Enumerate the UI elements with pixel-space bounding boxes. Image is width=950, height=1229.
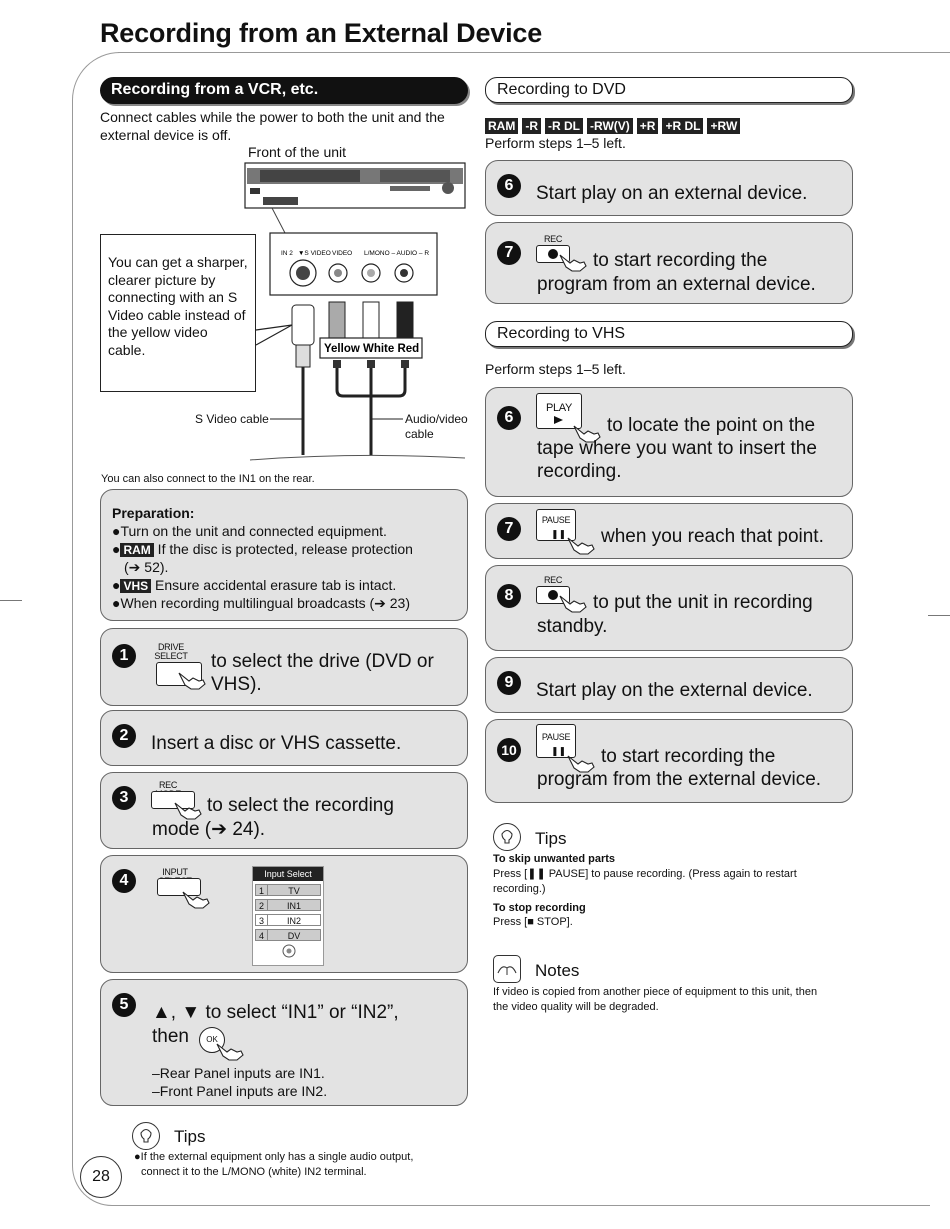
step-text: VHS).	[211, 674, 262, 695]
input-select-row: 4 DV	[255, 929, 321, 941]
prep-item-cont: (➔ 52).	[124, 559, 169, 575]
pointing-hand-icon	[558, 592, 588, 614]
ok-dial-icon	[281, 944, 299, 958]
tips-label: Tips	[535, 829, 567, 848]
step-text: to select the drive (DVD or	[211, 651, 434, 672]
panel-label-in2: IN 2	[281, 250, 293, 257]
tip-body: Press [■ STOP].	[493, 916, 573, 928]
pause-icon: ❚❚	[551, 746, 567, 756]
panel-label-svideo: ▼S VIDEO	[298, 250, 331, 257]
step-note: –Rear Panel inputs are IN1.	[152, 1065, 325, 1081]
step-text: mode (➔ 24).	[152, 819, 266, 840]
input-select-label: INPUT	[162, 867, 188, 877]
input-select-row: 1 TV	[255, 884, 321, 896]
step-number: 4	[112, 869, 136, 893]
section-heading-vhs: Recording to VHS	[485, 321, 853, 347]
pause-icon: ❚❚	[551, 529, 567, 539]
rec-label: REC	[543, 575, 563, 585]
svideo-plug	[292, 305, 314, 455]
step-text: to locate the point on the	[607, 415, 816, 436]
left-step-2	[100, 710, 468, 766]
pointing-hand-icon	[558, 251, 588, 273]
page-frame-bottom	[120, 1205, 930, 1206]
input-select-screen	[252, 866, 324, 966]
prep-item: ●When recording multilingual broadcasts (➔ 23)	[112, 595, 410, 611]
page-title: Recording from an External Device	[100, 18, 543, 48]
page-frame-left	[72, 120, 73, 1160]
step-number: 1	[112, 644, 136, 668]
step-text: to start recording the	[593, 250, 768, 271]
pointing-hand-icon	[215, 1040, 245, 1062]
tips-icon	[132, 1122, 160, 1150]
unit-front-illustration	[245, 163, 465, 208]
disc-type-badges	[485, 118, 740, 134]
step-number: 10	[497, 738, 521, 762]
vhs-step-8	[485, 565, 853, 651]
tip-heading: To skip unwanted parts	[493, 853, 616, 865]
step-text: to start recording the	[601, 746, 776, 767]
disc-badge: -R DL	[545, 118, 583, 134]
input-select-row: 2 IN1	[255, 899, 321, 911]
av-cable-label: Audio/video cable	[405, 412, 468, 441]
rear-input-note: You can also connect to the IN1 on the rear.	[101, 473, 315, 485]
disc-badge: +R	[637, 118, 659, 134]
step-text: tape where you want to insert the	[537, 438, 817, 459]
step-text: to select the recording	[207, 795, 394, 816]
section-heading-dvd: Recording to DVD	[485, 77, 853, 103]
pointing-hand-icon	[566, 534, 596, 556]
step-text: program from an external device.	[537, 274, 816, 295]
prep-title: Preparation:	[112, 505, 195, 521]
notes-body: the video quality will be degraded.	[493, 1001, 659, 1013]
rec-label: REC	[543, 234, 563, 244]
play-icon	[554, 416, 563, 424]
preparation-box	[100, 489, 468, 621]
disc-badge: -RW(V)	[587, 118, 633, 134]
drive-select-label: DRIVE SELECT	[154, 642, 188, 661]
step-text: when you reach that point.	[601, 526, 824, 547]
disc-badge: -R	[522, 118, 541, 134]
vhs-step-7	[485, 503, 853, 559]
step-number: 7	[497, 517, 521, 541]
vhs-badge: VHS	[120, 579, 151, 593]
disc-badge: RAM	[485, 118, 518, 134]
ram-badge: RAM	[120, 543, 153, 557]
left-step-3	[100, 772, 468, 849]
rec-dot-icon	[548, 590, 558, 600]
step-text: Start play on the external device.	[536, 680, 813, 701]
pause-label: PAUSE	[541, 732, 571, 742]
ok-button[interactable]: OK	[199, 1027, 225, 1053]
input-select-row-selected: 3 IN2	[255, 914, 321, 926]
crop-mark	[928, 615, 950, 616]
disc-badge: +R DL	[662, 118, 703, 134]
step-text: then	[152, 1026, 189, 1047]
pointing-hand-icon	[177, 669, 207, 691]
tip-body: recording.)	[493, 883, 546, 895]
intro-text: Connect cables while the power to both the unit and the external device is off.	[100, 109, 445, 143]
step-number: 2	[112, 724, 136, 748]
pointing-hand-icon	[181, 888, 211, 910]
pause-label: PAUSE	[541, 515, 571, 525]
page-number: 28	[80, 1156, 122, 1198]
vhs-step-9	[485, 657, 853, 713]
front-label: Front of the unit	[248, 144, 347, 160]
step-text: recording.	[537, 461, 622, 482]
disc-badge: +RW	[707, 118, 740, 134]
tips-label: Tips	[174, 1127, 206, 1146]
svideo-callout: You can get a sharper, clearer picture by connecting with an S Video cable instead of the yellow video cable.	[100, 234, 256, 392]
step-text: to put the unit in recording	[593, 592, 813, 613]
step-text: standby.	[537, 616, 608, 637]
step-text: Insert a disc or VHS cassette.	[151, 733, 402, 754]
step-text: program from the external device.	[537, 769, 822, 790]
svideo-cable-label: S Video cable	[195, 412, 269, 426]
prep-item: ● RAM If the disc is protected, release protection	[112, 541, 413, 557]
panel-label-audio: L/MONO – AUDIO – R	[364, 250, 430, 257]
tip-heading: To stop recording	[493, 902, 586, 914]
dvd-perform-text: Perform steps 1–5 left.	[485, 135, 626, 151]
tips-body: connect it to the L/MONO (white) IN2 terminal.	[141, 1166, 367, 1178]
step-number: 6	[497, 406, 521, 430]
crop-mark	[0, 600, 22, 601]
tips-icon	[493, 823, 521, 851]
rec-dot-icon	[548, 249, 558, 259]
step-note: –Front Panel inputs are IN2.	[152, 1083, 328, 1099]
vhs-perform-text: Perform steps 1–5 left.	[485, 361, 626, 377]
step-number: 9	[497, 671, 521, 695]
prep-item: ●Turn on the unit and connected equipment.	[112, 523, 387, 539]
left-step-1	[100, 628, 468, 706]
step-number: 8	[497, 584, 521, 608]
notes-icon	[493, 955, 521, 983]
tip-body: Press [❚❚ PAUSE] to pause recording. (Press again to restart	[493, 868, 797, 880]
step-number: 7	[497, 241, 521, 265]
dvd-step-7	[485, 222, 853, 304]
vhs-step-6	[485, 387, 853, 497]
cable-color-label: Yellow White Red	[324, 343, 420, 355]
vhs-step-10	[485, 719, 853, 803]
notes-label: Notes	[535, 961, 580, 980]
prep-item: ● VHS Ensure accidental erasure tab is intact.	[112, 577, 397, 593]
panel-label-video: VIDEO	[332, 250, 353, 257]
step-number: 5	[112, 993, 136, 1017]
dvd-step-6	[485, 160, 853, 216]
page-frame-top	[118, 52, 950, 53]
input-select-title: Input Select	[253, 867, 323, 881]
left-step-5	[100, 979, 468, 1106]
step-text: ▲, ▼ to select “IN1” or “IN2”,	[152, 1002, 399, 1023]
step-number: 3	[112, 786, 136, 810]
step-number: 6	[497, 174, 521, 198]
rec-mode-label: REC	[158, 780, 178, 790]
notes-body: If video is copied from another piece of equipment to this unit, then	[493, 986, 818, 998]
step-text: Start play on an external device.	[536, 183, 808, 204]
play-label: PLAY	[545, 402, 573, 414]
tips-body: ●If the external equipment only has a single audio output,	[134, 1151, 414, 1163]
section-heading-vcr: Recording from a VCR, etc.	[100, 77, 468, 104]
